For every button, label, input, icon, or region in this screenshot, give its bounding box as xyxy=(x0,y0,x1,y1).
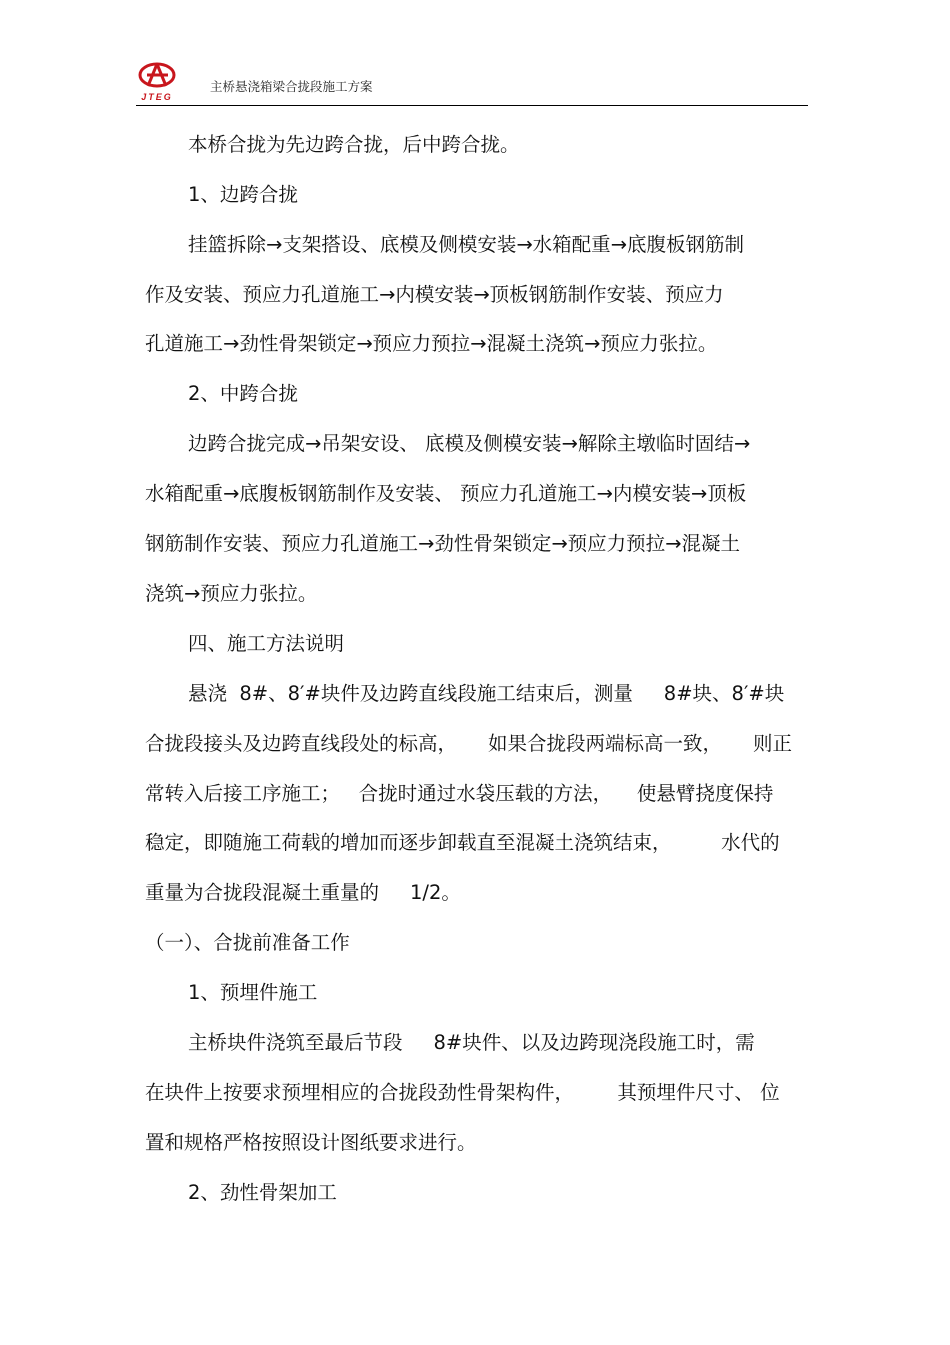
paragraph-line: 钢筋制作安装、预应力孔道施工→劲性骨架锁定→预应力预拉→混凝土 xyxy=(145,532,741,555)
paragraph-line: 悬浇 8#、8′#块件及边跨直线段施工结束后，测量 8#块、8′#块 xyxy=(188,682,785,705)
paragraph-line: 置和规格严格按照设计图纸要求进行。 xyxy=(145,1131,477,1154)
section-heading: 2、中跨合拢 xyxy=(188,382,298,405)
paragraph-line: 水箱配重→底腹板钢筋制作及安装、 预应力孔道施工→内模安装→顶板 xyxy=(145,482,747,505)
paragraph-line: 本桥合拢为先边跨合拢，后中跨合拢。 xyxy=(188,133,520,156)
paragraph-line: 常转入后接工序施工； 合拢时通过水袋压载的方法， 使悬臂挠度保持 xyxy=(145,782,774,805)
section-heading: 1、边跨合拢 xyxy=(188,183,298,206)
company-logo xyxy=(136,60,182,104)
section-heading: 四、施工方法说明 xyxy=(188,632,345,655)
paragraph-line: 作及安装、预应力孔道施工→内模安装→顶板钢筋制作安装、预应力 xyxy=(145,283,724,306)
header-divider xyxy=(136,105,808,106)
header-title: 主桥悬浇箱梁合拢段施工方案 xyxy=(210,79,373,94)
paragraph-line: 孔道施工→劲性骨架锁定→预应力预拉→混凝土浇筑→预应力张拉。 xyxy=(145,332,718,355)
paragraph-line: 在块件上按要求预埋相应的合拢段劲性骨架构件， 其预埋件尺寸、 位 xyxy=(145,1081,780,1104)
logo-lettering: JTEG xyxy=(141,92,173,102)
section-heading: 1、预埋件施工 xyxy=(188,981,318,1004)
paragraph-line: 重量为合拢段混凝土重量的 1/2。 xyxy=(145,881,461,904)
section-heading: （一）、合拢前准备工作 xyxy=(145,931,350,954)
paragraph-line: 合拢段接头及边跨直线段处的标高， 如果合拢段两端标高一致， 则正 xyxy=(145,732,792,755)
paragraph-line: 主桥块件浇筑至最后节段 8#块件、以及边跨现浇段施工时，需 xyxy=(188,1031,755,1054)
paragraph-line: 挂篮拆除→支架搭设、底模及侧模安装→水箱配重→底腹板钢筋制 xyxy=(188,233,745,256)
paragraph-line: 浇筑→预应力张拉。 xyxy=(145,582,318,605)
page-header xyxy=(136,60,808,106)
paragraph-line: 边跨合拢完成→吊架安设、 底模及侧模安装→解除主墩临时固结→ xyxy=(188,432,751,455)
paragraph-line: 稳定，即随施工荷载的增加而逐步卸载直至混凝土浇筑结束， 水代的 xyxy=(145,831,780,854)
section-heading: 2、劲性骨架加工 xyxy=(188,1181,337,1204)
